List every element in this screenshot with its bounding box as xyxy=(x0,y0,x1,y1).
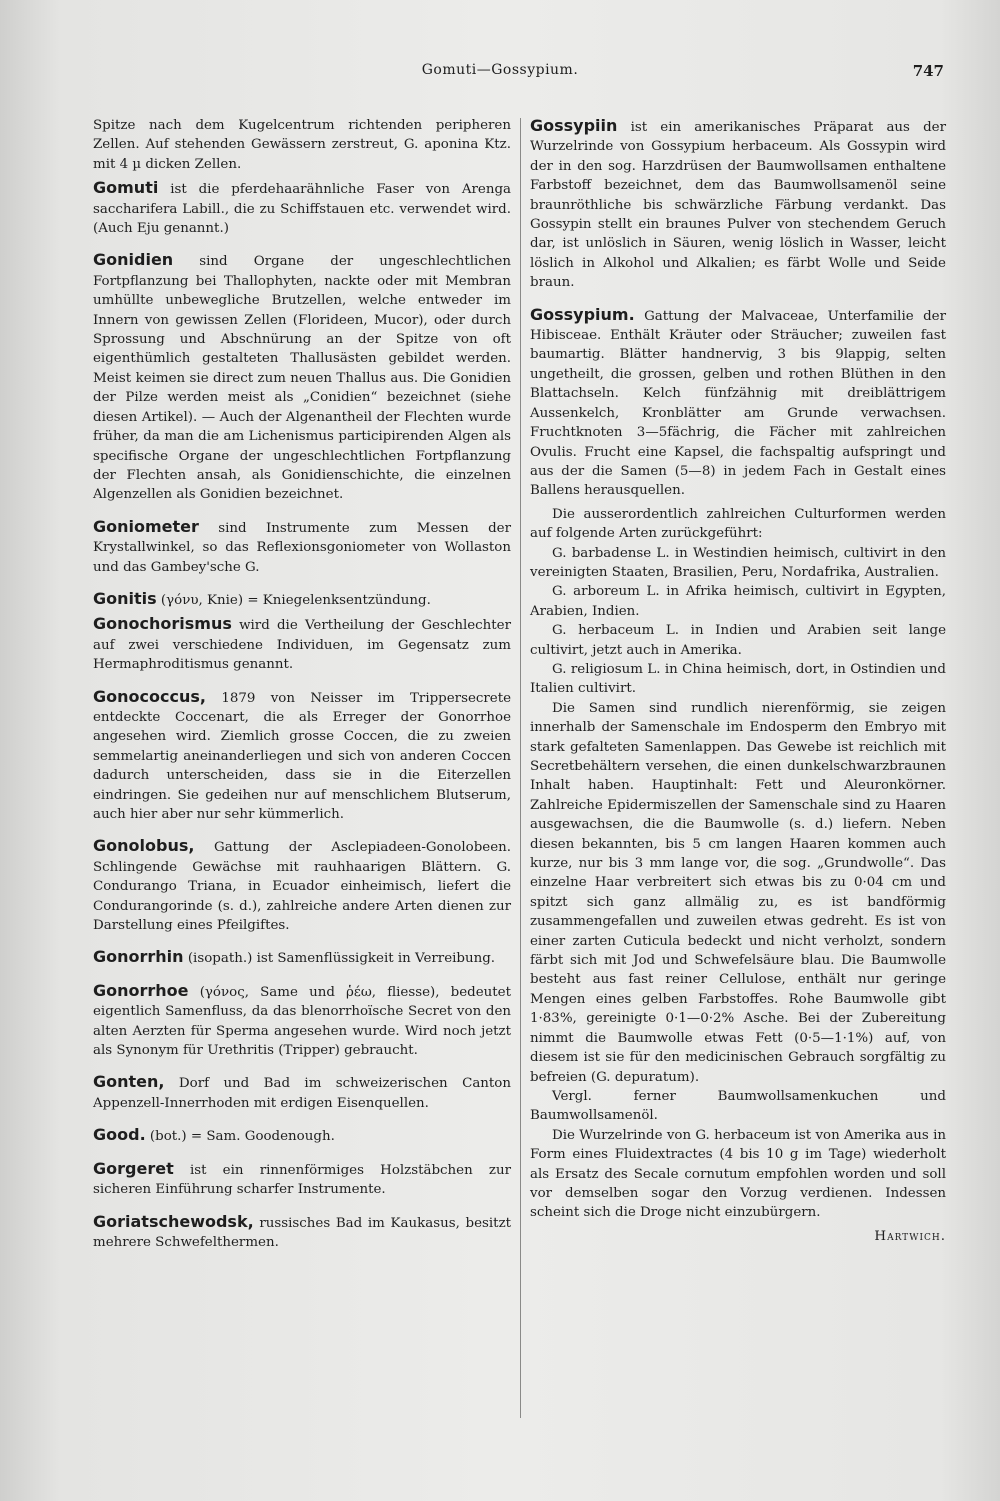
entry-good xyxy=(93,1125,511,1146)
entry-headword: Gonitis xyxy=(93,588,157,608)
entry-text: Spitze nach dem Kugelcentrum richtenden peripheren Zellen. Auf stehenden Gewässern zerstreut, G. aponina Ktz. mit 4 µ dicken Zellen. xyxy=(93,118,511,172)
entry-text: ist ein amerikanisches Präparat aus der Wurzelrinde von Gossypium herbaceum. Als Gossypin wird der in den sog. Harzdrüsen der Baumwollsamen enthaltene Farbstoff bezeichnet, dem das Baumwollsamenöl seine braunröthliche bis schwärzliche Färbung verdankt. Das Gossypin stellt ein braunes Pulver von stechendem Geruch dar, ist unlöslich in Säuren, wenig löslich in Wasser, leicht löslich in Alkohol und Alkalien; es färbt Wolle und Seide braun. xyxy=(530,120,946,291)
entry-headword: Gonolobus, xyxy=(93,836,195,856)
entry-gossypiin xyxy=(530,116,946,293)
entry-headword: Gossypium. xyxy=(530,304,635,324)
entry-headword: Gonochorismus xyxy=(93,614,232,634)
left-column xyxy=(93,116,511,1264)
entry-gonorrhin xyxy=(93,947,511,968)
page-number: 747 xyxy=(912,62,944,80)
entry-text: (isopath.) ist Samenflüssigkeit in Verreibung. xyxy=(187,951,496,967)
paragraph: G. religiosum L. in China heimisch, dort, in Ostindien und Italien cultivirt. xyxy=(530,661,946,697)
entry-gonitis xyxy=(93,589,511,610)
entry-goniometer xyxy=(93,517,511,577)
entry-text: (γόνος, Same und ῥέω, fliesse), bedeutet eigentlich Samenfluss, da das blenorrhoïsche Secret von den alten Aerzten für Sperma angesehen wurde. Wird noch jetzt als Synonym für Urethritis (Tripper) gebraucht. xyxy=(93,984,511,1059)
entry-headword: Good. xyxy=(93,1125,146,1145)
paragraph: Vergl. ferner Baumwollsamenkuchen und Baumwollsamenöl. xyxy=(530,1088,946,1124)
column-divider xyxy=(520,118,521,1418)
right-column xyxy=(530,116,946,1246)
paragraph: Die ausserordentlich zahlreichen Culturformen werden auf folgende Arten zurückgeführt: xyxy=(530,506,946,542)
entry-text: (γόνυ, Knie) = Kniegelenksentzündung. xyxy=(160,592,431,608)
entry-headword: Goniometer xyxy=(93,516,199,536)
entry-headword: Gorgeret xyxy=(93,1158,174,1178)
entry-goriatschewodsk xyxy=(93,1212,511,1253)
entry-gonidien xyxy=(93,250,511,504)
entry-headword: Goriatschewodsk, xyxy=(93,1211,254,1231)
entry-text: Gattung der Malvaceae, Unterfamilie der Hibisceae. Enthält Kräuter oder Sträucher; zuweilen fast baumartig. Blätter handnervig, 3 bis 9lappig, selten ungetheilt, die grossen, gelben und rothen Blüthen in den Blattachseln. Kelch fünfzähnig mit dreiblättrigem Aussenkelch, Kronblätter am Grunde verwachsen. Fruchtknoten 3—5fächrig, die Fächer mit zahlreichen Ovulis. Frucht eine Kapsel, die fachspaltig aufspringt und aus der die Samen (5—8) in jedem Fach in Gestalt eines Ballens herausquellen. xyxy=(530,308,946,499)
entry-gomuti xyxy=(93,178,511,238)
entry-continuation xyxy=(93,116,511,174)
page-header xyxy=(0,62,1000,86)
entry-headword: Gomuti xyxy=(93,178,159,198)
paragraph: G. herbaceum L. in Indien und Arabien seit lange cultivirt, jetzt auch in Amerika. xyxy=(530,623,946,658)
entry-headword: Gossypiin xyxy=(530,116,618,135)
paragraph: G. barbadense L. in Westindien heimisch, cultivirt in den vereinigten Staaten, Brasilien, Peru, Nordafrika, Australien. xyxy=(530,545,946,580)
entry-headword: Gonidien xyxy=(93,250,174,270)
author-signature: Hartwich. xyxy=(874,1228,946,1244)
entry-gonococcus xyxy=(93,687,511,825)
entry-text: ist die pferdehaarähnliche Faser von Arenga saccharifera Labill., die zu Schiffstauen etc. verwendet wird. (Auch Eju genannt.) xyxy=(93,182,511,237)
entry-headword: Gonorrhin xyxy=(93,947,184,967)
entry-text: Dorf und Bad im schweizerischen Canton Appenzell-Innerrhoden mit erdigen Eisenquellen. xyxy=(93,1076,511,1111)
entry-headword: Gonorrhoe xyxy=(93,980,189,1000)
entry-text: sind Instrumente zum Messen der Krystallwinkel, so das Reflexionsgoniometer von Wollaston und das Gambey'sche G. xyxy=(93,520,511,575)
entry-text: sind Organe der ungeschlechtlichen Fortpflanzung bei Thallophyten, nackte oder mit Membran umhüllte unbewegliche Brutzellen, welche entweder im Innern von gewissen Zellen (Florideen, Mucor), oder durch Sprossung und Abschnürung an der Spitze von oft eigenthümlich gestalteten Thallusästen gebildet werden. Meist keimen sie direct zum neuen Thallus aus. Die Gonidien der Pilze werden meist als „Conidien“ bezeichnet (siehe diesen Artikel). — Auch der Algenantheil der Flechten wurde früher, da man die am Lichenismus participirenden Algen als specifische Organe der ungeschlechtlichen Fortpflanzung der Flechten ansah, als Gonidienschichte, die einzelnen Algenzellen als Gonidien bezeichnet. xyxy=(93,254,511,503)
entry-text: russisches Bad im Kaukasus, besitzt mehrere Schwefelthermen. xyxy=(93,1215,512,1250)
entry-gonten xyxy=(93,1072,511,1113)
entry-text: (bot.) = Sam. Goodenough. xyxy=(149,1129,335,1145)
entry-headword: Gonococcus, xyxy=(93,686,206,706)
entry-gonorrhoe xyxy=(93,981,511,1061)
entry-text: 1879 von Neisser im Trippersecrete entdeckte Coccenart, die als Erreger der Gonorrhoe angesehen wird. Ziemlich grosse Coccen, die zu zweien semmelartig aneinanderliegen und sich von anderen Coccen dadurch unterscheiden, dass sie in die Eiterzellen eindringen. Sie gedeihen nur auf menschlichem Blutserum, auch hier aber nur sehr kümmerlich. xyxy=(93,690,512,822)
entry-text: ist ein rinnenförmiges Holzstäbchen zur sicheren Einführung scharfer Instrumente. xyxy=(93,1162,512,1198)
paragraph: Die Wurzelrinde von G. herbaceum ist von Amerika aus in Form eines Fluidextractes (4 bis 10 g im Tage) wiederholt als Ersatz des Secale cornutum empfohlen worden und soll vor demselben sogar den Vorzug verdienen. Indessen scheint sich die Droge nicht einzubürgern. xyxy=(530,1127,946,1221)
entry-gonochorismus xyxy=(93,614,511,674)
paragraph: G. arboreum L. in Afrika heimisch, cultivirt in Egypten, Arabien, Indien. xyxy=(530,584,946,619)
entry-gorgeret xyxy=(93,1159,511,1200)
entry-text: Gattung der Asclepiadeen-Gonolobeen. Schlingende Gewächse mit rauhhaarigen Blättern. G. Condurango Triana, in Ecuador einheimisch, liefert die Condurangorinde (s. d.), zahlreiche andere Arten dienen zur Darstellung eines Pfeilgiftes. xyxy=(93,840,512,934)
paragraph: Die Samen sind rundlich nierenförmig, sie zeigen innerhalb der Samenschale im Endosperm den Embryo mit stark gefalteten Samenlappen. Das Gewebe ist reichlich mit Secretbehältern versehen, die einen dunkelschwarzbraunen Inhalt haben. Hauptinhalt: Fett und Aleuronkörner. Zahlreiche Epidermiszellen der Samenschale sind zu Haaren ausgewachsen, die die Baumwolle (s. d.) liefern. Neben diesen bekannten, bis 5 cm langen Haaren kommen auch kurze, nur bis 3 mm lange vor, die sog. „Grundwolle“. Das einzelne Haar verbreitert sich etwas bis zu 0·04 cm und spitzt sich ganz allmälig zu, es ist bandförmig zusammengefallen und zuweilen etwas gedreht. Es ist von einer zarten Cuticula bedeckt und nicht verholzt, sondern färbt sich mit Jod und Schwefelsäure blau. Die Baumwolle besteht aus fast reiner Cellulose, enthält nur geringe Mengen eines gelben Farbstoffes. Rohe Baumwolle gibt 1·83%, gereinigte 0·1—0·2% Asche. Bei der Zubereitung nimmt die Baumwolle etwas Fett (0·5—1·1%) auf, von diesem ist sie für den medicinischen Gebrauch sorgfältig zu befreien (G. depuratum). xyxy=(530,700,946,1085)
entry-headword: Gonten, xyxy=(93,1072,165,1092)
entry-text: wird die Vertheilung der Geschlechter auf zwei verschiedene Individuen, im Gegensatz zum Hermaphroditismus genannt. xyxy=(93,618,511,673)
entry-gossypium xyxy=(530,305,946,501)
running-head: Gomuti—Gossypium. xyxy=(421,62,579,78)
entry-gonolobus xyxy=(93,836,511,935)
